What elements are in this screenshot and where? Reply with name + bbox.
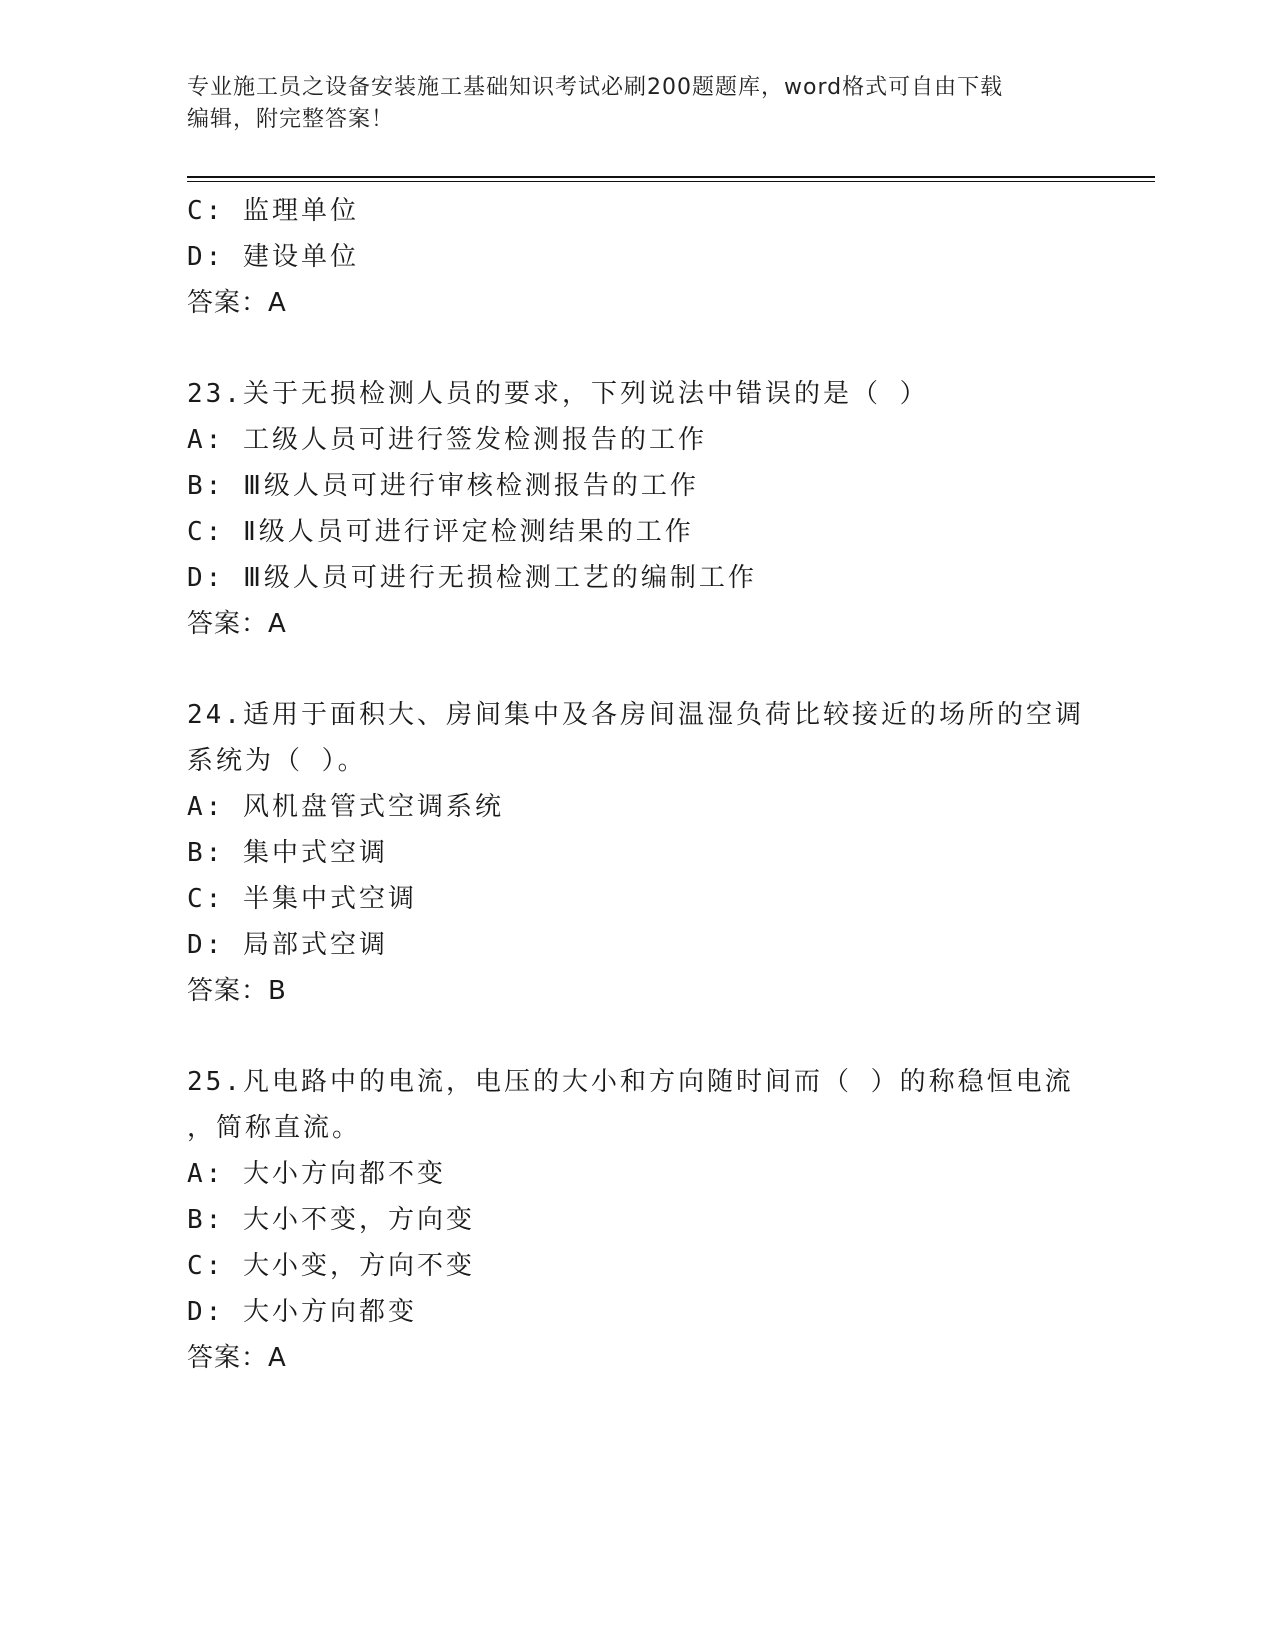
question-text-line-1: 25.凡电路中的电流，电压的大小和方向随时间而（ ）的称稳恒电流: [187, 1067, 1074, 1097]
question-block-23: [187, 371, 1107, 647]
option-a: A: 工级人员可进行签发检测报告的工作: [187, 425, 707, 455]
option-b: B: 集中式空调: [187, 838, 388, 868]
header-divider-thick: [187, 176, 1155, 178]
header-divider-thin: [187, 181, 1155, 182]
answer-line: 答案：B: [187, 976, 287, 1006]
document-header: [187, 72, 1087, 136]
question-block-previous: [187, 188, 1107, 326]
header-line-2: 编辑，附完整答案！: [187, 107, 395, 132]
answer-line: 答案：A: [187, 1343, 287, 1373]
question-block-24: [187, 692, 1107, 1014]
option-a: A: 风机盘管式空调系统: [187, 792, 504, 822]
option-d: D: 大小方向都变: [187, 1297, 417, 1327]
answer-line: 答案：A: [187, 609, 287, 639]
option-c: C: 半集中式空调: [187, 884, 417, 914]
spacer: [187, 1014, 1107, 1059]
question-block-25: [187, 1059, 1107, 1381]
option-d: D: 建设单位: [187, 242, 359, 272]
question-text-line-2: 系统为（ ）。: [187, 746, 367, 776]
question-text-line-2: ，简称直流。: [187, 1113, 362, 1143]
question-text-line-1: 24.适用于面积大、房间集中及各房间温湿负荷比较接近的场所的空调: [187, 700, 1084, 730]
option-d: D: Ⅲ级人员可进行无损检测工艺的编制工作: [187, 563, 757, 593]
option-d: D: 局部式空调: [187, 930, 388, 960]
option-b: B: Ⅲ级人员可进行审核检测报告的工作: [187, 471, 699, 501]
option-c: C: Ⅱ级人员可进行评定检测结果的工作: [187, 517, 694, 547]
answer-line: 答案：A: [187, 288, 287, 318]
spacer: [187, 326, 1107, 371]
option-c: C: 监理单位: [187, 196, 359, 226]
question-list: [187, 188, 1107, 1381]
option-b: B: 大小不变，方向变: [187, 1205, 475, 1235]
header-line-1: 专业施工员之设备安装施工基础知识考试必刷200题题库，word格式可自由下载: [187, 75, 1004, 100]
question-text: 23.关于无损检测人员的要求，下列说法中错误的是（ ）: [187, 379, 929, 409]
option-c: C: 大小变，方向不变: [187, 1251, 475, 1281]
option-a: A: 大小方向都不变: [187, 1159, 446, 1189]
spacer: [187, 647, 1107, 692]
